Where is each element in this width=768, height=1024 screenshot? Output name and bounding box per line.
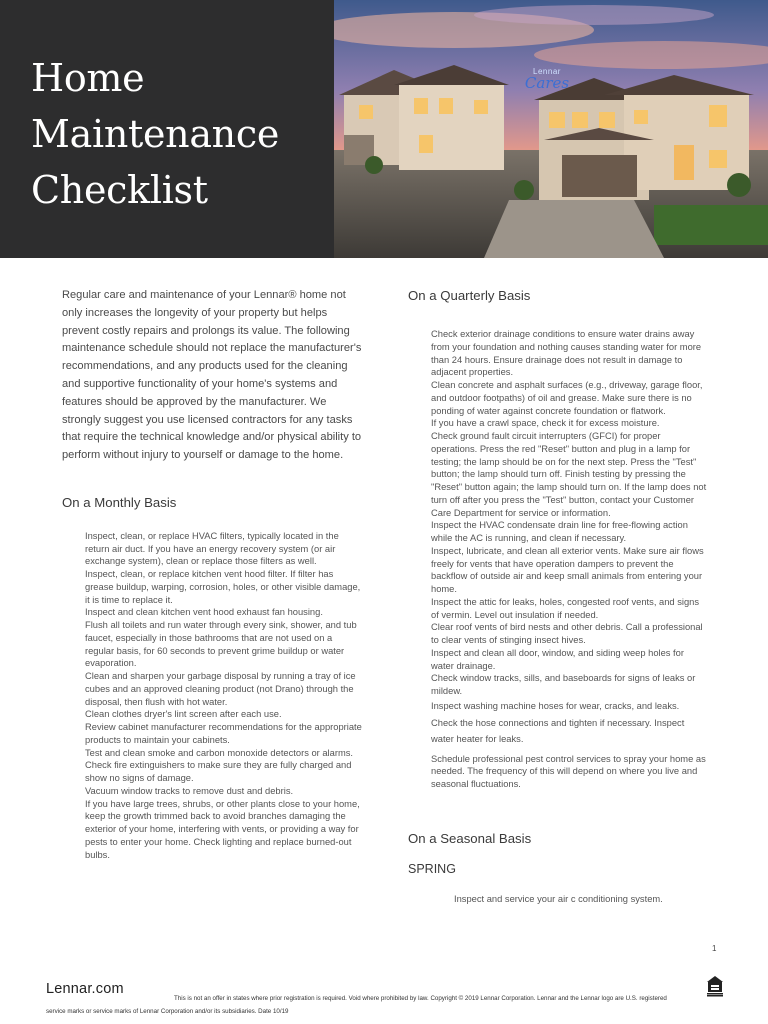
list-item: Flush all toilets and run water through every sink, shower, and tub faucet, especially in those bathrooms that are not used on a regular basis, for 60 seconds to prevent grime buildup or water evaporation.	[85, 620, 357, 669]
list-item: Check exterior drainage conditions to ensure water drains away from your foundation and nothing causes standing water for more than 24 hours. Ensure drainage does not result in damage to adjacent properties.	[431, 329, 702, 378]
quarterly-task-list	[431, 328, 708, 791]
list-item: Check ground fault circuit interrupters (GFCI) for proper operations. Press the red "Reset" button and plug in a lamp for testing; the lamp should be on for the next step. Press the "Test" button; the lamp should turn off. Finish testing by pressing the "Reset" button again; the lamp should turn on. If the lamp does not turn off after you press the "Test" button, contact your Customer Care Department for service or information.	[431, 431, 707, 518]
list-item: Clear roof vents of bird nests and other debris. Call a professional to clear vents of stinging insect hives.	[431, 622, 703, 645]
spring-subheading: SPRING	[408, 861, 456, 876]
seasonal-heading: On a Seasonal Basis	[408, 830, 532, 846]
list-item: Check fire extinguishers to make sure they are fully charged and show no signs of damage.	[85, 760, 352, 784]
monthly-heading: On a Monthly Basis	[62, 494, 177, 510]
quarterly-heading: On a Quarterly Basis	[408, 288, 531, 303]
title-line-3: Checklist	[31, 168, 208, 212]
list-item: If you have a crawl space, check it for excess moisture.	[431, 418, 660, 429]
list-item: Inspect and clean kitchen vent hood exhaust fan housing.	[85, 607, 323, 618]
hero-title-panel	[0, 0, 334, 258]
list-item: Review cabinet manufacturer recommendations for the appropriate products to maintain your cabinets.	[85, 722, 362, 745]
equal-housing-opportunity-icon	[706, 975, 724, 997]
list-item: Inspect and service your air c conditioning system.	[454, 893, 663, 904]
page-number: 1	[712, 944, 717, 953]
title-line-2: Maintenance	[31, 112, 280, 156]
list-item: Inspect the HVAC condensate drain line for free-flowing action while the AC is running, and clean if necessary.	[431, 520, 688, 543]
list-item: Inspect, lubricate, and clean all exterior vents. Make sure air flows freely for vents that have operation dampers to prevent the backflow of outside air and keep small animals from entering your home.	[431, 545, 704, 594]
monthly-task-list	[85, 530, 362, 862]
list-item: Check window tracks, sills, and baseboards for signs of leaks or mildew.	[431, 673, 696, 696]
page-title	[31, 50, 334, 218]
list-item: Check the hose connections and tighten if necessary. Inspect water heater for leaks.	[431, 717, 685, 744]
list-item: Test and clean smoke and carbon monoxide detectors or alarms.	[85, 747, 353, 758]
list-item: Inspect, clean, or replace kitchen vent hood filter. If filter has grease buildup, warping, corrosion, holes, or other visible damage, it is time to replace it.	[85, 569, 361, 605]
logo-top-text: Lennar	[533, 67, 561, 76]
list-item: Inspect, clean, or replace HVAC filters, typically located in the return air duct. If you have an energy recovery system (or air exchange system), clean or replace those filters as well.	[85, 530, 339, 567]
footer-website-link[interactable]: Lennar.com	[46, 981, 124, 997]
hero-house-photo	[334, 0, 768, 258]
right-column	[408, 287, 708, 904]
list-item: Inspect and clean all door, window, and siding weep holes for water drainage.	[431, 647, 684, 671]
list-item: Inspect washing machine hoses for wear, cracks, and leaks.	[431, 700, 680, 711]
list-item: Vacuum window tracks to remove dust and debris.	[85, 785, 294, 796]
title-line-1: Home	[31, 56, 145, 100]
list-item: Inspect the attic for leaks, holes, congested roof vents, and signs of vermin. Level out insulation if needed.	[431, 596, 700, 620]
logo-main-text: Cares	[524, 74, 570, 92]
list-item: If you have large trees, shrubs, or other plants close to your home, keep the growth trimmed back to avoid branches damaging the exterior of your home, interfering with vents, or providing a way for pests to enter your home. Check lighting and replace burned-out bulbs.	[85, 798, 360, 860]
footer-legal-text: This is not an offer in states where prior registration is required. Void where prohibited by law. Copyright © 2019 Lennar Corporation. Lennar and the Lennar logo are U.S. registered service marks or service marks of Lennar Corporation and/or its subsidiaries. Date 10/19	[46, 995, 667, 1015]
spring-task-list	[454, 894, 708, 904]
intro-paragraph: Regular care and maintenance of your Lennar® home not only increases the longevity of your property but helps prevent costly repairs and prolongs its value. The following maintenance schedule should not replace the manufacturer's recommendations, and any products used for the cleaning and supportive functionality of your home's systems and features should be approved by the manufacturer. We strongly suggest you use licensed contractors for any tasks that require the technical knowledge and/or physical ability to perform without injury to yourself or damage to the home.	[62, 289, 362, 462]
list-item: Clean and sharpen your garbage disposal by running a tray of ice cubes and an approved cleaning product (not Drano) through the disposal, then flush with hot water.	[85, 671, 356, 707]
lennar-cares-logo	[517, 67, 577, 97]
left-column	[62, 287, 362, 861]
list-item: Clean clothes dryer's lint screen after each use.	[85, 709, 282, 720]
list-item: Schedule professional pest control services to spray your home as needed. The frequency of this will depend on where you live and seasonal fluctuations.	[431, 753, 706, 789]
house-illustration	[334, 0, 768, 258]
list-item: Clean concrete and asphalt surfaces (e.g., driveway, garage floor, and outdoor footpaths) of oil and grease. Make sure there is no ponding of water against concrete foundation or flatwork.	[431, 380, 703, 416]
